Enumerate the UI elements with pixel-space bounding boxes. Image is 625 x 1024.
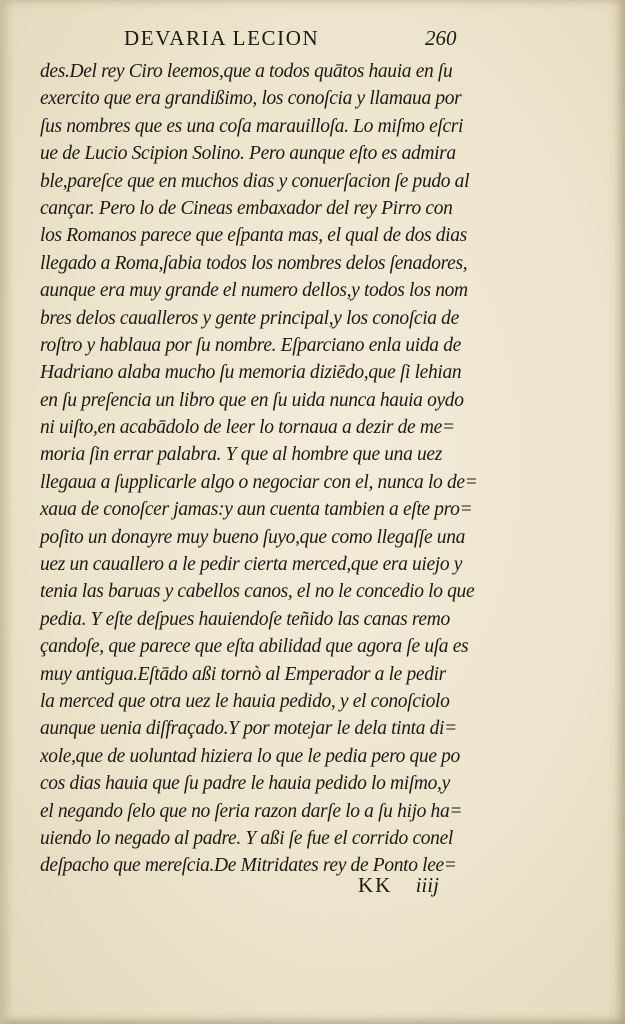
text-line: uiendo lo negado al padre. Y aßi ſe fue el corrido conel	[40, 827, 453, 849]
text-line: llegado a Roma,ſabia todos los nombres delos ſenadores,	[40, 252, 468, 274]
text-line: exercito que era grandißimo, los conoſcia y llamaua por	[40, 88, 462, 110]
text-line: Hadriano alaba mucho ſu memoria diziēdo,que ſi lehian	[40, 362, 462, 384]
text-line: uez un cauallero a le pedir cierta merced,que era uiejo y	[40, 554, 463, 576]
text-line: cos dias hauia que ſu padre le hauia pedido lo miſmo,y	[40, 773, 450, 795]
text-line: roſtro y hablaua por ſu nombre. Eſparciano enla uida de	[40, 334, 461, 356]
text-line: el negando ſelo que no ſeria razon darſe lo a ſu hijo ha=	[40, 800, 463, 822]
text-line: xole,que de uoluntad hiziera lo que le pedia pero que po	[40, 745, 460, 767]
text-line: ſus nombres que es una coſa marauilloſa. Lo miſmo eſcri	[40, 115, 464, 137]
text-line: en ſu preſencia un libro que en ſu uida nunca hauia oydo	[40, 389, 464, 411]
text-line: çandoſe, que parece que eſta abilidad que agora ſe uſa es	[40, 636, 469, 658]
text-line: deſpacho que mereſcia.De Mitridates rey de Ponto lee=	[40, 855, 457, 877]
text-line: la merced que otra uez le hauia pedido, y el conoſciolo	[40, 690, 450, 712]
text-line: poſito un donayre muy bueno ſuyo,que como llegaſſe una	[40, 526, 465, 548]
text-line: ble,pareſce que en muchos dias y conuerſacion ſe pudo al	[40, 170, 470, 192]
signature-number: iiij	[415, 873, 439, 897]
page-gutter-shadow	[0, 0, 14, 1024]
running-head	[0, 26, 625, 60]
text-line: xaua de conoſcer jamas:y aun cuenta tambien a eſte pro=	[40, 499, 473, 521]
text-line: aunque uenia diſfraçado.Y por motejar le dela tinta di=	[40, 718, 457, 740]
text-line: cançar. Pero lo de Cineas embaxador del rey Pirro con	[40, 197, 453, 219]
text-line: aunque era muy grande el numero dellos,y todos los nom	[40, 280, 468, 302]
signature-code: KK	[358, 873, 393, 897]
text-line: des.Del rey Ciro leemos,que a todos quātos hauia en ſu	[40, 61, 453, 82]
text-line: muy antigua.Eſtādo aßi tornò al Emperador a le pedir	[40, 663, 446, 685]
page-number: 260	[425, 26, 457, 50]
body-text	[40, 58, 510, 880]
text-line: moria ſin errar palabra. Y que al hombre que una uez	[40, 444, 442, 466]
text-line: llegaua a ſupplicarle algo o negociar con el, nunca lo de=	[40, 471, 478, 493]
signature-mark	[358, 873, 439, 898]
running-title: DEVARIA LECION	[124, 26, 320, 50]
text-line: pedia. Y eſte deſpues hauiendoſe teñido las canas remo	[40, 608, 450, 630]
text-line: ue de Lucio Scipion Solino. Pero aunque eſto es admira	[40, 143, 456, 165]
text-line: ni uiſto,en acabādolo de leer lo tornaua a dezir de me=	[40, 417, 455, 439]
text-line: los Romanos parece que eſpanta mas, el qual de dos dias	[40, 225, 467, 247]
text-line: bres delos caualleros y gente principal,y los conoſcia de	[40, 307, 459, 329]
text-line: tenia las baruas y cabellos canos, el no le concedio lo que	[40, 581, 475, 603]
